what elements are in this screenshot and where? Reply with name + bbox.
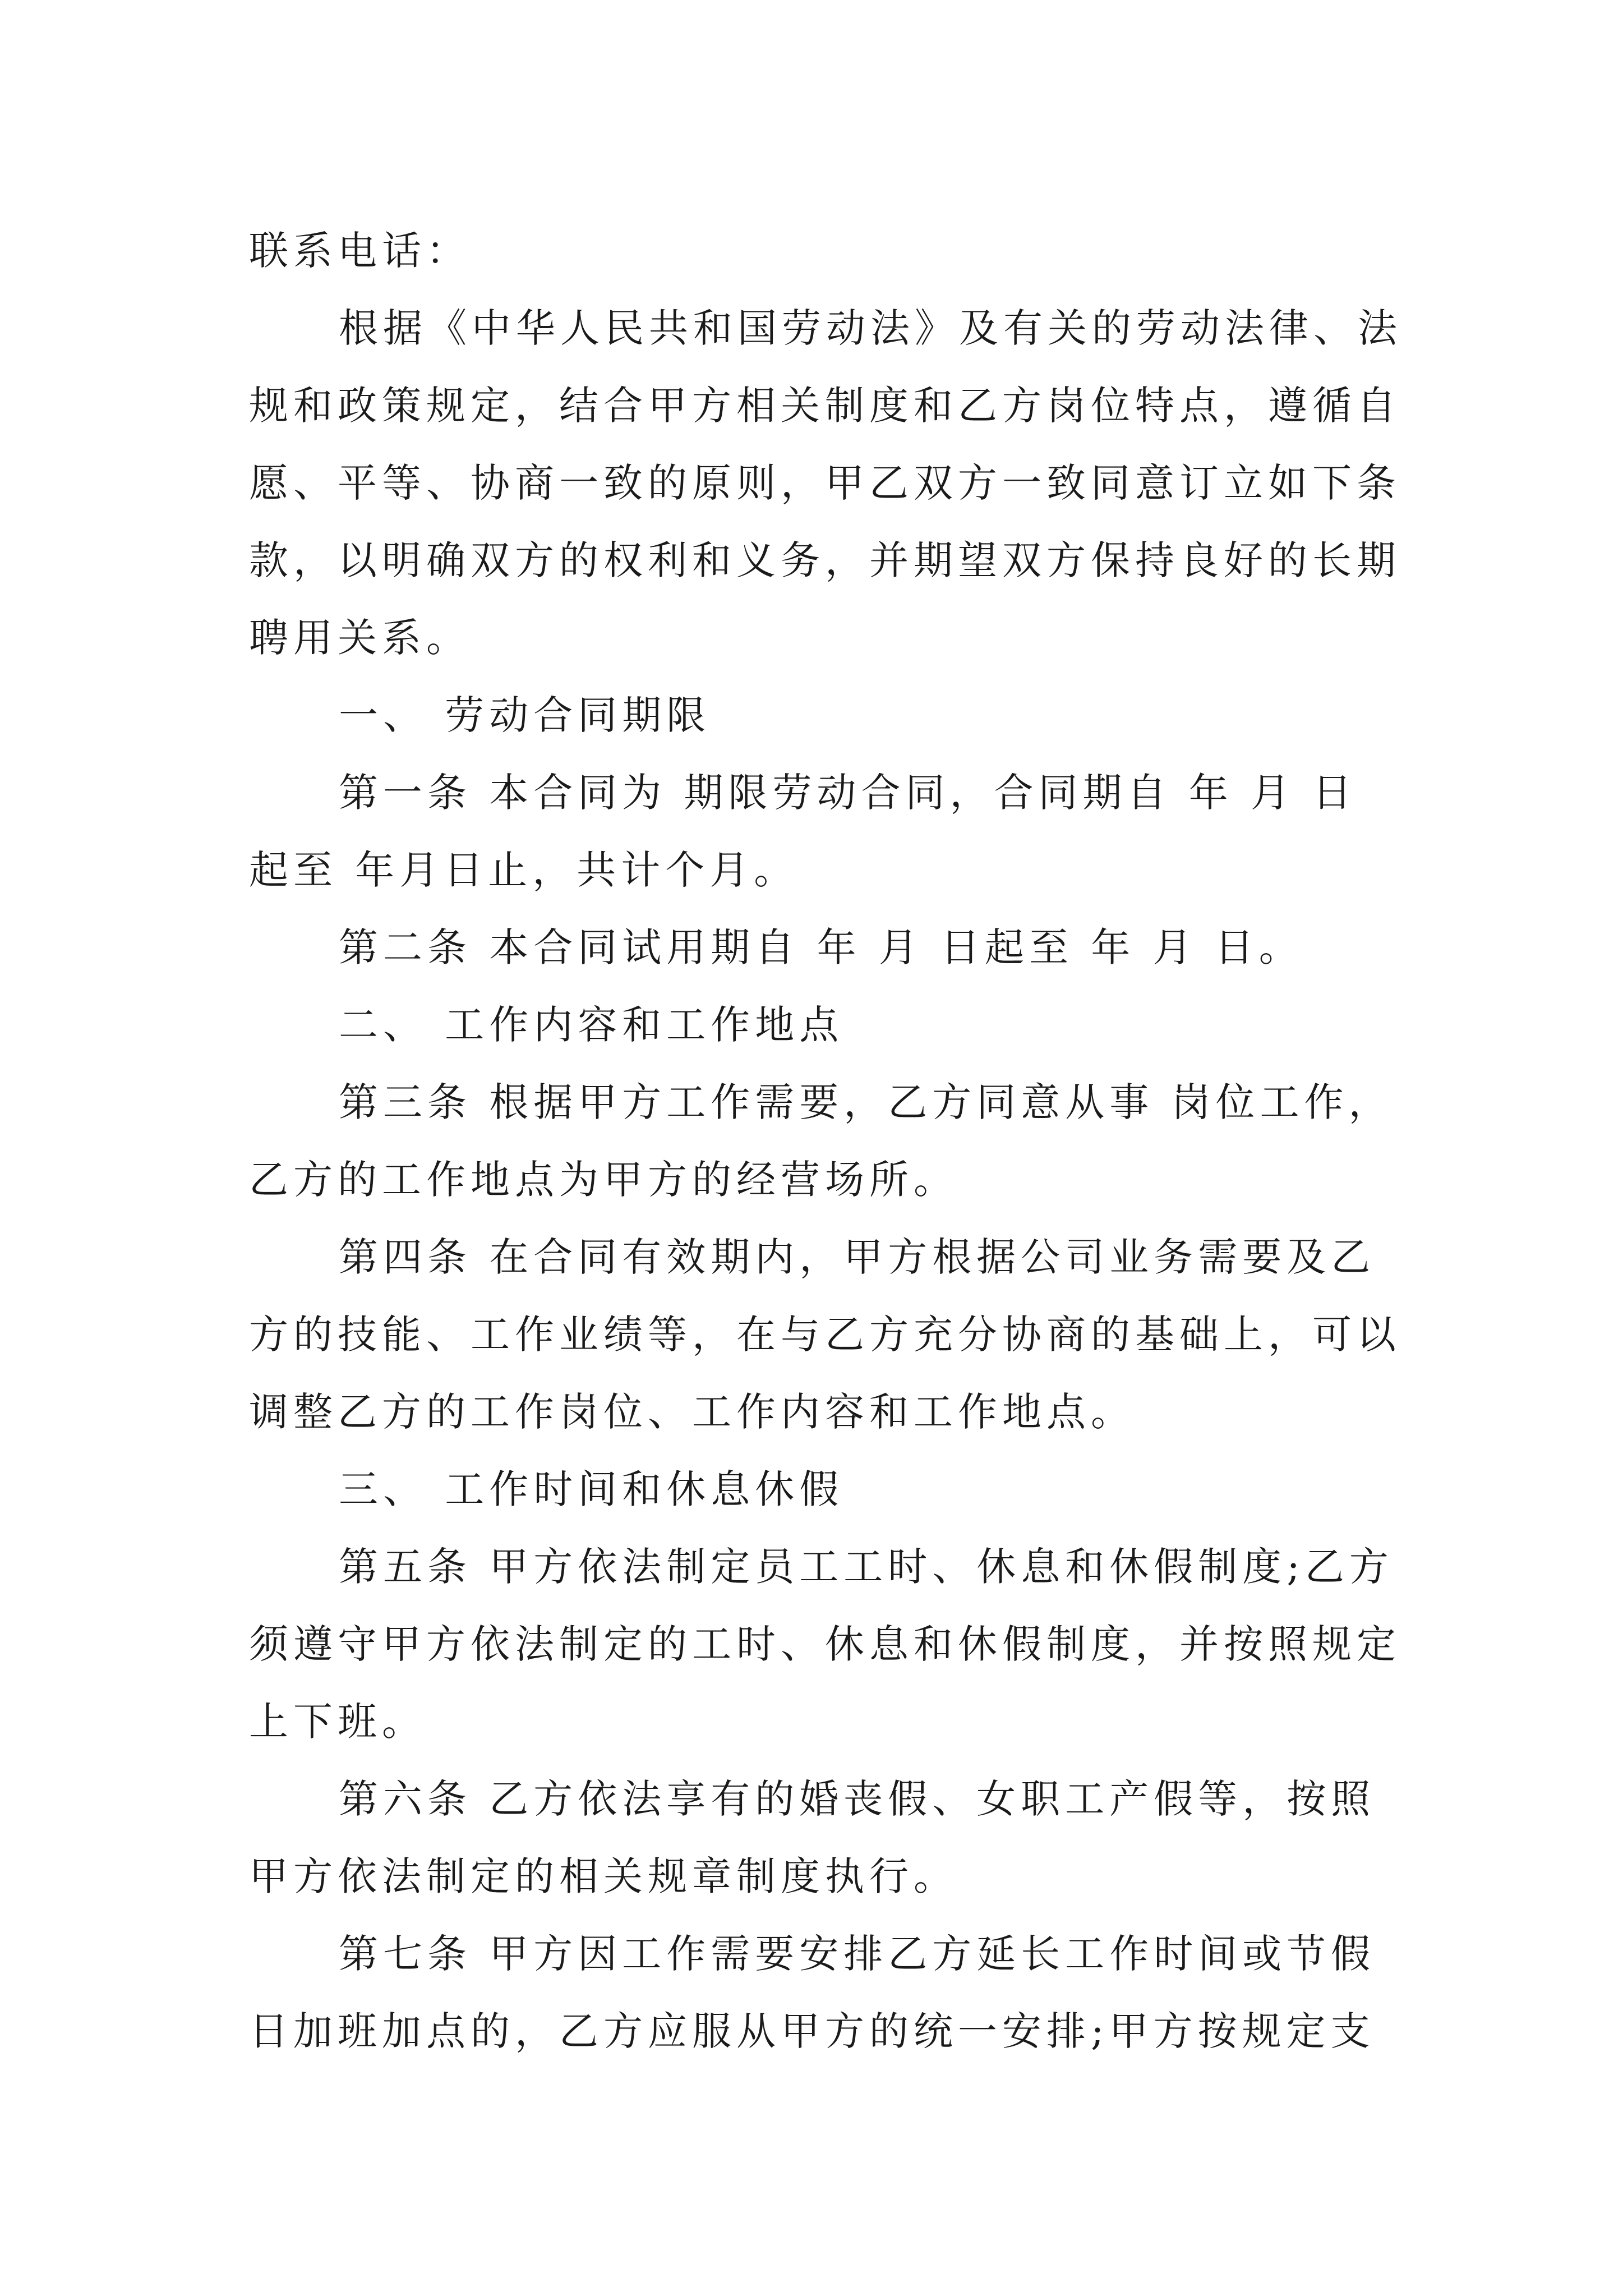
text-line: 须遵守甲方依法制定的工时、休息和休假制度，并按照规定 (249, 1621, 1401, 1667)
text-line: 第六条 乙方依法享有的婚丧假、女职工产假等，按照 (339, 1776, 1376, 1822)
text-line: 上下班。 (249, 1699, 426, 1745)
text-line: 款，以明确双方的权利和义务，并期望双方保持良好的长期 (249, 537, 1401, 583)
section-heading: 一、 劳动合同期限 (339, 692, 711, 738)
text-line: 第四条 在合同有效期内，甲方根据公司业务需要及乙 (339, 1234, 1376, 1280)
text-line: 第五条 甲方依法制定员工工时、休息和休假制度;乙方 (339, 1544, 1394, 1590)
text-line: 第三条 根据甲方工作需要，乙方同意从事 岗位工作， (339, 1079, 1393, 1125)
section-heading: 二、 工作内容和工作地点 (339, 1002, 844, 1048)
text-line: 规和政策规定，结合甲方相关制度和乙方岗位特点，遵循自 (249, 383, 1401, 429)
text-line: 聘用关系。 (249, 615, 471, 661)
text-line: 方的技能、工作业绩等，在与乙方充分协商的基础上，可以 (249, 1312, 1401, 1358)
text-line: 根据《中华人民共和国劳动法》及有关的劳动法律、法 (339, 305, 1402, 351)
document-body (249, 212, 1402, 2070)
text-line: 日加班加点的，乙方应服从甲方的统一安排;甲方按规定支 (249, 2008, 1375, 2054)
text-line: 甲方依法制定的相关规章制度执行。 (249, 1853, 958, 1899)
text-line: 第二条 本合同试用期自 年 月 日起至 年 月 日。 (339, 924, 1303, 970)
section-heading: 三、 工作时间和休息休假 (339, 1466, 844, 1512)
text-line: 起至 年月日止，共计个月。 (249, 847, 799, 893)
text-line: 愿、平等、协商一致的原则，甲乙双方一致同意订立如下条 (249, 460, 1401, 506)
text-line: 调整乙方的工作岗位、工作内容和工作地点。 (249, 1389, 1135, 1435)
text-line: 联系电话： (249, 228, 471, 274)
text-line: 乙方的工作地点为甲方的经营场所。 (249, 1157, 958, 1203)
text-line: 第一条 本合同为 期限劳动合同，合同期自 年 月 日 (339, 770, 1357, 816)
text-line: 第七条 甲方因工作需要安排乙方延长工作时间或节假 (339, 1931, 1376, 1977)
